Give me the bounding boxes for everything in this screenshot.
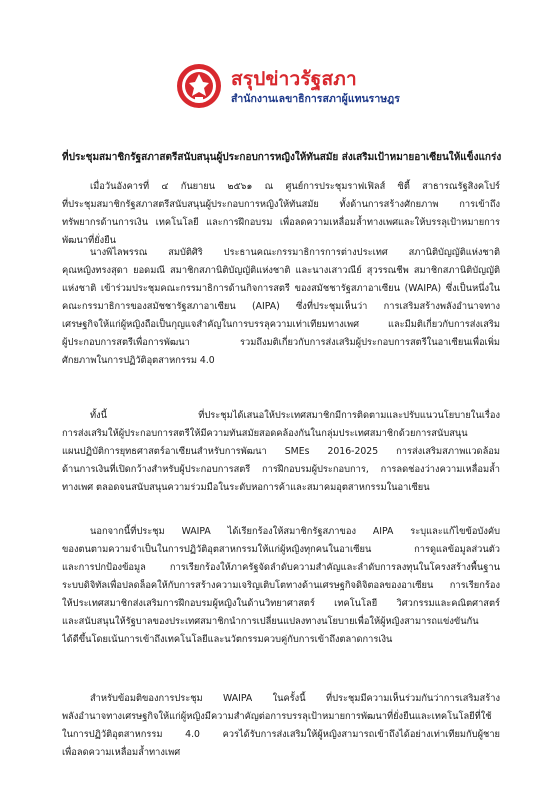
paragraph-3 bbox=[62, 407, 500, 497]
paragraph-line: นางพิไลพรรณ สมบัติศิริ ประธานคณะกรรมาธิการการต่างประเทศ สภานิติบัญญัติแห่งชาติ bbox=[90, 247, 500, 258]
paragraph-line: ให้ประเทศสมาชิกส่งเสริมการฝึกอบรมผู้หญิงในด้านวิทยาศาสตร์ เทคโนโลยี วิศวกรรมและคณิตศาสตร์ bbox=[62, 598, 500, 609]
brand-subtitle: สำนักงานเลขาธิการสภาผู้แทนราษฎร bbox=[231, 93, 400, 105]
paragraph-line: พลังอำนาจทางเศรษฐกิจให้แก่ผู้หญิงมีความสำคัญต่อการบรรลุเป้าหมายการพัฒนาที่ยั่งยืนและเทคโนโลยีที่ใช้ bbox=[62, 711, 492, 722]
paragraph-line: ของตนตามความจำเป็นในการปฏิวัติอุตสาหกรรมให้แก่ผู้หญิงทุกคนในอาเซียน การดูแลข้อมูลส่วนตัว bbox=[62, 544, 500, 555]
paragraph-1 bbox=[62, 178, 500, 250]
paragraph-line: ในการปฏิวัติอุตสาหกรรม 4.0 ควรได้รับการส่งเสริมให้ผู้หญิงสามารถเข้าถึงได้อย่างเท่าเทียมกับผู้ชาย bbox=[62, 729, 500, 740]
paragraph-line: แห่งชาติ เข้าร่วมประชุมคณะกรรมาธิการด้านกิจการสตรี ของสมัชชารัฐสภาอาเซียน (WAIPA) ซึ่งเป็นหนึ่งใน bbox=[62, 283, 500, 294]
paragraph-line: คุณหญิงทรงสุดา ยอดมณี สมาชิกสภานิติบัญญัติแห่งชาติ และนางเสาวณีย์ สุวรรณชีพ สมาชิกสภานิติบัญญัติ bbox=[62, 265, 500, 276]
paragraph-line: การส่งเสริมให้ผู้ประกอบการสตรีให้มีความทันสมัยสอดคล้องกันในกลุ่มประเทศสมาชิกด้วยการสนับสนุน bbox=[62, 428, 468, 439]
paragraph-line: ทรัพยากรด้านการเงิน เทคโนโลยี และการฝึกอบรม เพื่อลดความเหลื่อมล้ำทางเพศและให้บรรลุเป้าหมายการ bbox=[62, 217, 500, 228]
article-headline: ที่ประชุมสมาชิกรัฐสภาสตรีสนับสนุนผู้ประกอบการหญิงให้ทันสมัย ส่งเสริมเป้าหมายอาเซียนให้แข็งแกร่ง bbox=[62, 152, 502, 163]
paragraph-line: ทางเพศ ตลอดจนสนับสนุนความร่วมมือในระดับหอการค้าและสมาคมอุตสาหกรรมในอาเซียน bbox=[62, 482, 430, 493]
paragraph-line: เศรษฐกิจให้แก่ผู้หญิงถือเป็นกุญแจสำคัญในการบรรลุความเท่าเทียมทางเพศ และมีมติเกี่ยวกับการส่งเสริม bbox=[62, 319, 500, 330]
paragraph-2 bbox=[62, 244, 500, 370]
parliament-seal-icon bbox=[175, 62, 223, 110]
paragraph-5 bbox=[62, 690, 500, 762]
news-header bbox=[175, 62, 400, 112]
paragraph-line: และการปกป้องข้อมูล การเรียกร้องให้ภาครัฐจัดลำดับความสำคัญและลำดับการลงทุนในโครงสร้างพื้นฐาน bbox=[62, 562, 500, 573]
paragraph-line: ระบบดิจิทัลเพื่อปลดล็อคให้กับการสร้างความเจริญเติบโตทางด้านเศรษฐกิจดิจิตอลของอาเซียน การเรียกร้อง bbox=[62, 580, 500, 591]
paragraph-4 bbox=[62, 523, 500, 649]
paragraph-line: เพื่อลดความเหลื่อมล้ำทางเพศ bbox=[62, 747, 181, 758]
paragraph-line: ได้ดีขึ้นโดยเน้นการเข้าถึงเทคโนโลยีและนวัตกรรมควบคู่กับการเข้าถึงตลาดการเงิน bbox=[62, 634, 393, 645]
paragraph-line: สำหรับข้อมติของการประชุม WAIPA ในครั้งนี้ ที่ประชุมมีความเห็นร่วมกันว่าการเสริมสร้าง bbox=[90, 693, 500, 704]
paragraph-line: ศักยภาพในการปฏิวัติอุตสาหกรรม 4.0 bbox=[62, 355, 215, 366]
paragraph-line: ทั้งนี้ ที่ประชุมได้เสนอให้ประเทศสมาชิกมีการติดตามและปรับแนวนโยบายในเรื่อง bbox=[90, 410, 500, 421]
paragraph-line: ผู้ประกอบการสตรีเพื่อการพัฒนา รวมถึงมติเกี่ยวกับการส่งเสริมผู้ประกอบการสตรีในอาเซียนเพื่อเพิ่ม bbox=[62, 337, 500, 348]
paragraph-line: แผนปฏิบัติการยุทธศาสตร์อาเซียนสำหรับการพัฒนา SMEs 2016-2025 การส่งเสริมสภาพแวดล้อม bbox=[62, 446, 500, 457]
paragraph-line: คณะกรรมาธิการของสมัชชารัฐสภาอาเซียน (AIPA) ซึ่งที่ประชุมเห็นว่า การเสริมสร้างพลังอำนาจทาง bbox=[62, 301, 500, 312]
paragraph-line: และสนับสนุนให้รัฐบาลของประเทศสมาชิกนำการเปลี่ยนแปลงทางนโยบายเพื่อให้ผู้หญิงสามารถแข่งขันกัน bbox=[62, 616, 479, 627]
paragraph-line: ด้านการเงินที่เปิดกว้างสำหรับผู้ประกอบการสตรี การฝึกอบรมผู้ประกอบการ, การลดช่องว่างความเหลื่อมล้ำ bbox=[62, 464, 500, 475]
paragraph-line: เมื่อวันอังคารที่ ๔ กันยายน ๒๕๖๑ ณ ศูนย์การประชุมราฟเฟิลส์ ซิตี้ สาธารณรัฐสิงคโปร์ bbox=[90, 181, 500, 192]
paragraph-line: ที่ประชุมสมาชิกรัฐสภาสตรีสนับสนุนผู้ประกอบการหญิงให้ทันสมัย ทั้งด้านการสร้างศักยภาพ การเข้าถึง bbox=[62, 199, 500, 210]
paragraph-line: พัฒนาที่ยั่งยืน bbox=[62, 235, 117, 246]
brand-title: สรุปข่าวรัฐสภา bbox=[231, 68, 357, 90]
paragraph-line: นอกจากนี้ที่ประชุม WAIPA ได้เรียกร้องให้สมาชิกรัฐสภาของ AIPA ระบุและแก้ไขข้อบังคับ bbox=[90, 526, 500, 537]
